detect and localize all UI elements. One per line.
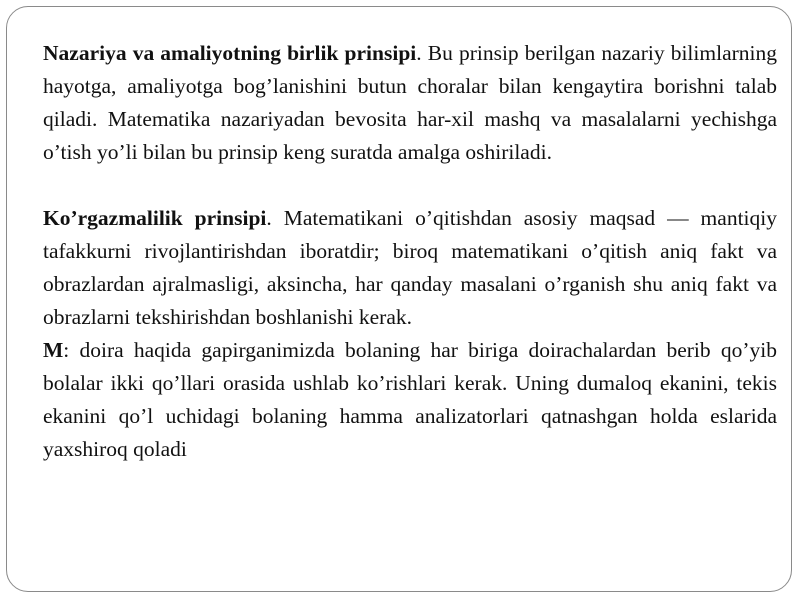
heading-unity-principle: Nazariya va amaliyotning birlik prinsipi — [43, 41, 417, 65]
slide-content — [43, 37, 777, 466]
heading-example: M — [43, 338, 64, 362]
paragraph-visual-principle — [43, 202, 777, 334]
paragraph-unity-principle — [43, 37, 777, 169]
paragraph-spacer — [43, 169, 777, 202]
paragraph-example — [43, 334, 777, 466]
text-unity-principle: . Bu prinsip berilgan nazariy bilimlarning hayotga, amaliyotga bog’lanishini butun choralar bilan kengaytira borishni talab qiladi. Matematika nazariyadan bevosita har-xil mashq va masalalarni yechishga o’tish yo’li bilan bu prinsip keng suratda amalga oshiriladi. — [43, 41, 777, 164]
heading-visual-principle: Ko’rgazmalilik prinsipi — [43, 206, 267, 230]
text-visual-principle: . Matematikani o’qitishdan asosiy maqsad — mantiqiy tafakkurni rivojlantirishdan iboratdir; biroq matematikani o’qitish aniq fakt va obrazlardan ajralmasligi, aksincha, har qanday masalani o’rganish shu aniq fakt va obrazlarni tekshirishdan boshlanishi kerak. — [43, 206, 777, 329]
slide-frame — [6, 6, 792, 592]
text-example: : doira haqida gapirganimizda bolaning har biriga doirachalardan berib qo’yib bolalar ikki qo’llari orasida ushlab ko’rishlari kerak. Uning dumaloq ekanini, tekis ekanini qo’l uchidagi bolaning hamma analizatorlari qatnashgan holda eslarida yaxshiroq qoladi — [43, 338, 777, 461]
